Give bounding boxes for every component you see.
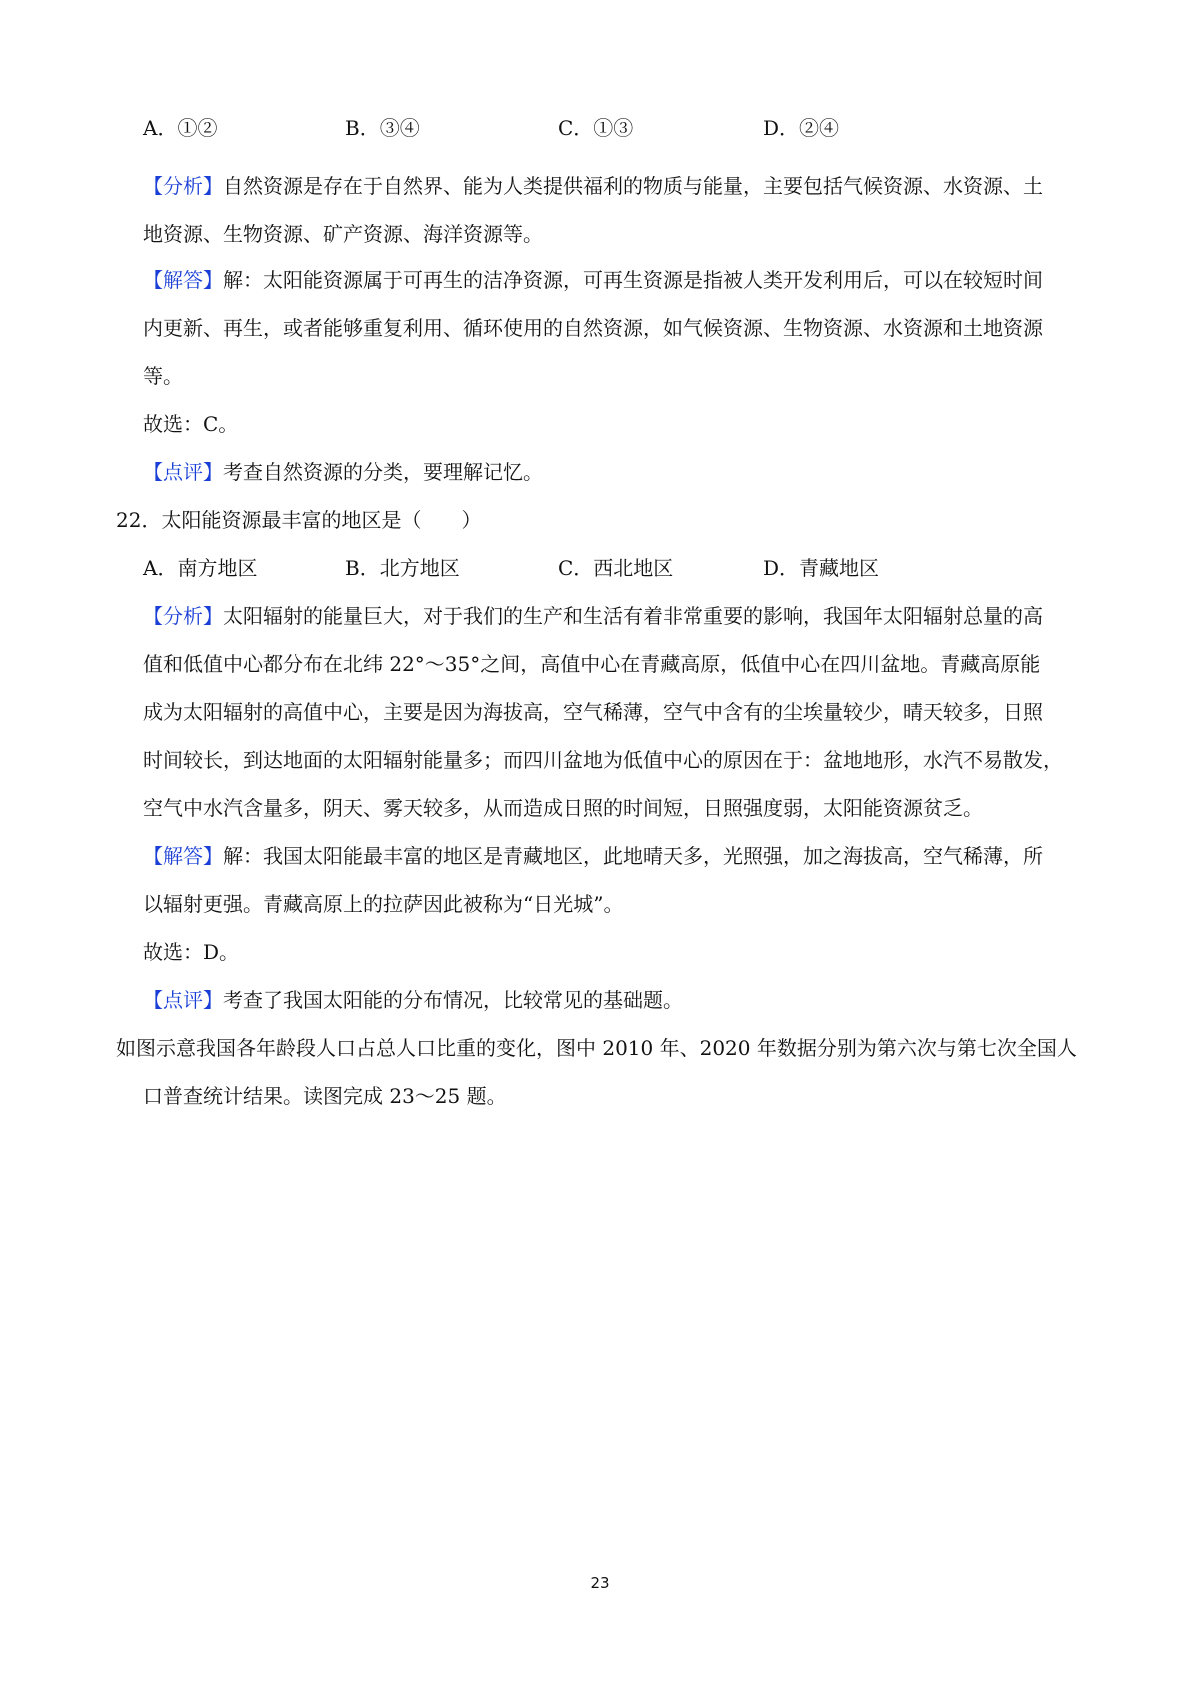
q22-analysis-line	[143, 592, 1043, 640]
analysis-tag: 【分析】	[143, 604, 223, 628]
q21-analysis-line	[143, 162, 1043, 210]
q21-choice: 故选：C。	[143, 412, 239, 436]
comment-tag: 【点评】	[143, 460, 223, 484]
analysis-text: 自然资源是存在于自然界、能为人类提供福利的物质与能量，主要包括气候资源、水资源、土	[223, 174, 1043, 198]
q21-option-c: C．①③	[558, 116, 634, 140]
q22-stem: 22．太阳能资源最丰富的地区是（ ）	[116, 508, 482, 532]
q22-comment-line	[143, 976, 683, 1024]
comment-text: 考查了我国太阳能的分布情况，比较常见的基础题。	[223, 988, 683, 1012]
q22-analysis-line: 空气中水汽含量多，阴天、雾天较多，从而造成日照的时间短，日照强度弱，太阳能资源贫乏。	[143, 796, 983, 820]
answer-text: 解：我国太阳能最丰富的地区是青藏地区，此地晴天多，光照强，加之海拔高，空气稀薄，所	[223, 844, 1043, 868]
comment-text: 考查自然资源的分类，要理解记忆。	[223, 460, 543, 484]
comment-tag: 【点评】	[143, 988, 223, 1012]
q22-answer-line: 以辐射更强。青藏高原上的拉萨因此被称为“日光城”。	[143, 892, 624, 916]
analysis-text: 太阳辐射的能量巨大，对于我们的生产和生活有着非常重要的影响，我国年太阳辐射总量的高	[223, 604, 1043, 628]
q22-answer-line	[143, 832, 1043, 880]
q21-option-a: A．①②	[143, 116, 218, 140]
q22-option-d: D．青藏地区	[763, 556, 880, 580]
q21-answer-line: 内更新、再生，或者能够重复利用、循环使用的自然资源，如气候资源、生物资源、水资源和土地资源	[143, 316, 1043, 340]
answer-text: 解：太阳能资源属于可再生的洁净资源，可再生资源是指被人类开发利用后，可以在较短时间	[223, 268, 1043, 292]
answer-tag: 【解答】	[143, 268, 223, 292]
q22-option-b: B．北方地区	[345, 556, 460, 580]
q21-answer-line	[143, 256, 1043, 304]
intro-line: 口普查统计结果。读图完成 23～25 题。	[143, 1084, 507, 1108]
q21-option-b: B．③④	[345, 116, 420, 140]
q22-choice: 故选：D。	[143, 940, 240, 964]
intro-line: 如图示意我国各年龄段人口占总人口比重的变化，图中 2010 年、2020 年数据分别为第六次与第七次全国人	[116, 1036, 1077, 1060]
q22-option-a: A．南方地区	[143, 556, 258, 580]
q22-analysis-line: 值和低值中心都分布在北纬 22°～35°之间，高值中心在青藏高原，低值中心在四川盆地。青藏高原能	[143, 652, 1041, 676]
page-number: 23	[590, 1574, 610, 1592]
q22-analysis-line: 成为太阳辐射的高值中心，主要是因为海拔高，空气稀薄，空气中含有的尘埃量较少，晴天较多，日照	[143, 700, 1043, 724]
q21-comment-line	[143, 448, 543, 496]
q22-option-c: C．西北地区	[558, 556, 674, 580]
q21-analysis-line: 地资源、生物资源、矿产资源、海洋资源等。	[143, 222, 543, 246]
q21-answer-line: 等。	[143, 364, 183, 388]
analysis-tag: 【分析】	[143, 174, 223, 198]
q22-analysis-line: 时间较长，到达地面的太阳辐射能量多；而四川盆地为低值中心的原因在于：盆地地形，水汽不易散发，	[143, 748, 1063, 772]
q21-option-d: D．②④	[763, 116, 840, 140]
answer-tag: 【解答】	[143, 844, 223, 868]
